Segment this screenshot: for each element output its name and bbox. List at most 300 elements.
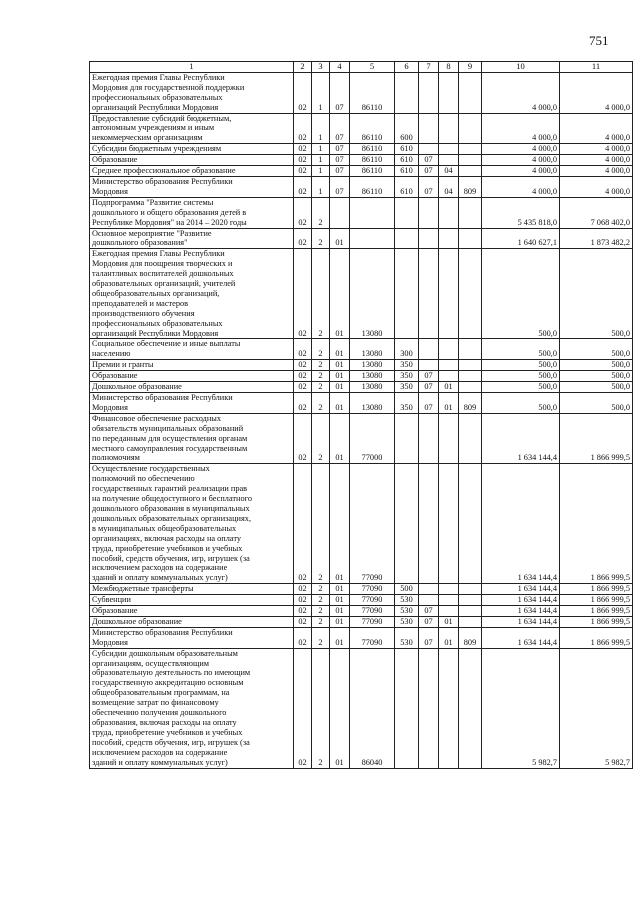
ministry-code-cell bbox=[459, 72, 482, 113]
program-code-cell: 02 bbox=[294, 595, 312, 606]
item-name-line: Образование bbox=[92, 371, 138, 381]
program-code-cell: 02 bbox=[294, 339, 312, 360]
subsection-cell bbox=[439, 584, 459, 595]
item-name-line: на получение общедоступного и бесплатного bbox=[92, 494, 252, 504]
amount-2020-cell: 7 068 402,0 bbox=[560, 197, 633, 228]
subsection-cell bbox=[439, 155, 459, 166]
amount-2020-cell: 500,0 bbox=[560, 371, 633, 382]
table-row bbox=[90, 584, 633, 595]
section-cell bbox=[419, 648, 439, 768]
item-name-line: обязательств муниципальных образований bbox=[92, 423, 244, 433]
ministry-code-cell: 809 bbox=[459, 176, 482, 197]
section-cell: 07 bbox=[419, 371, 439, 382]
direction-code-cell: 86110 bbox=[350, 144, 395, 155]
subsection-cell bbox=[439, 606, 459, 617]
item-name-line: Финансовое обеспечение расходных bbox=[92, 413, 222, 423]
header-cell: 7 bbox=[419, 62, 439, 73]
item-name-cell bbox=[90, 113, 294, 144]
ministry-code-cell bbox=[459, 382, 482, 393]
item-name-line: дошкольных образовательных организациях, bbox=[92, 513, 252, 523]
item-name-line: Министерство образования Республики bbox=[92, 627, 233, 637]
ministry-code-cell: 809 bbox=[459, 627, 482, 648]
activity-code-cell: 01 bbox=[330, 371, 350, 382]
header-cell: 10 bbox=[482, 62, 560, 73]
item-name-cell bbox=[90, 339, 294, 360]
subsection-cell: 01 bbox=[439, 616, 459, 627]
item-name-line: Республике Мордовия" на 2014 – 2020 годы bbox=[92, 217, 247, 227]
expense-type-cell: 530 bbox=[395, 616, 419, 627]
expense-type-cell: 530 bbox=[395, 595, 419, 606]
item-name-line: общеобразовательных организаций, bbox=[92, 288, 220, 298]
item-name-line: Подпрограмма "Развитие системы bbox=[92, 197, 214, 207]
activity-code-cell: 01 bbox=[330, 393, 350, 414]
direction-code-cell: 77090 bbox=[350, 464, 395, 584]
table-row bbox=[90, 393, 633, 414]
amount-2020-cell: 4 000,0 bbox=[560, 155, 633, 166]
item-name-cell bbox=[90, 393, 294, 414]
table-row bbox=[90, 113, 633, 144]
direction-code-cell: 13080 bbox=[350, 360, 395, 371]
item-name-line: некоммерческим организациям bbox=[92, 133, 203, 143]
expense-type-cell: 500 bbox=[395, 584, 419, 595]
section-cell: 07 bbox=[419, 155, 439, 166]
program-code-cell: 02 bbox=[294, 176, 312, 197]
direction-code-cell bbox=[350, 197, 395, 228]
item-name-line: в муниципальных общеобразовательных bbox=[92, 523, 237, 533]
program-code-cell: 02 bbox=[294, 360, 312, 371]
section-cell bbox=[419, 413, 439, 464]
item-name-line: Субсидии дошкольным образовательным bbox=[92, 648, 238, 658]
item-name-cell bbox=[90, 584, 294, 595]
amount-2019-cell: 4 000,0 bbox=[482, 155, 560, 166]
subprogram-code-cell: 2 bbox=[312, 360, 330, 371]
item-name-line: автономным учреждениям и иным bbox=[92, 123, 215, 133]
item-name-cell bbox=[90, 360, 294, 371]
direction-code-cell: 77090 bbox=[350, 595, 395, 606]
subsection-cell bbox=[439, 113, 459, 144]
table-row bbox=[90, 144, 633, 155]
section-cell bbox=[419, 228, 439, 249]
section-cell: 07 bbox=[419, 176, 439, 197]
item-name-line: производственного обучения bbox=[92, 308, 195, 318]
direction-code-cell: 13080 bbox=[350, 393, 395, 414]
ministry-code-cell bbox=[459, 197, 482, 228]
item-name-line: Дошкольное образование bbox=[92, 382, 182, 392]
item-name-cell bbox=[90, 176, 294, 197]
expense-type-cell bbox=[395, 648, 419, 768]
program-code-cell: 02 bbox=[294, 584, 312, 595]
amount-2020-cell: 4 000,0 bbox=[560, 176, 633, 197]
activity-code-cell: 01 bbox=[330, 382, 350, 393]
amount-2019-cell: 500,0 bbox=[482, 360, 560, 371]
amount-2019-cell: 4 000,0 bbox=[482, 166, 560, 177]
amount-2020-cell: 4 000,0 bbox=[560, 72, 633, 113]
item-name-line: населению bbox=[92, 349, 131, 359]
subsection-cell bbox=[439, 648, 459, 768]
expense-type-cell bbox=[395, 413, 419, 464]
ministry-code-cell bbox=[459, 648, 482, 768]
program-code-cell: 02 bbox=[294, 606, 312, 617]
subprogram-code-cell: 2 bbox=[312, 616, 330, 627]
program-code-cell: 02 bbox=[294, 382, 312, 393]
item-name-cell bbox=[90, 371, 294, 382]
subsection-cell bbox=[439, 339, 459, 360]
item-name-line: возмещение затрат по финансовому bbox=[92, 698, 219, 708]
amount-2019-cell: 4 000,0 bbox=[482, 72, 560, 113]
header-cell: 2 bbox=[294, 62, 312, 73]
item-name-line: Осуществление государственных bbox=[92, 464, 210, 474]
table-row bbox=[90, 176, 633, 197]
subprogram-code-cell: 1 bbox=[312, 176, 330, 197]
ministry-code-cell bbox=[459, 144, 482, 155]
header-cell: 1 bbox=[90, 62, 294, 73]
subprogram-code-cell: 2 bbox=[312, 228, 330, 249]
subprogram-code-cell: 2 bbox=[312, 197, 330, 228]
ministry-code-cell: 809 bbox=[459, 393, 482, 414]
item-name-line: организаций Республики Мордовия bbox=[92, 328, 219, 338]
section-cell bbox=[419, 595, 439, 606]
direction-code-cell: 86110 bbox=[350, 113, 395, 144]
item-name-cell bbox=[90, 228, 294, 249]
section-cell bbox=[419, 584, 439, 595]
activity-code-cell: 01 bbox=[330, 228, 350, 249]
item-name-cell bbox=[90, 648, 294, 768]
item-name-cell bbox=[90, 413, 294, 464]
subprogram-code-cell: 1 bbox=[312, 155, 330, 166]
section-cell bbox=[419, 339, 439, 360]
program-code-cell: 02 bbox=[294, 616, 312, 627]
item-name-cell bbox=[90, 72, 294, 113]
subprogram-code-cell: 2 bbox=[312, 464, 330, 584]
header-cell: 11 bbox=[560, 62, 633, 73]
table-row bbox=[90, 339, 633, 360]
item-name-line: Субвенции bbox=[92, 595, 131, 605]
amount-2019-cell: 1 634 144,4 bbox=[482, 413, 560, 464]
header-row bbox=[90, 62, 633, 73]
subprogram-code-cell: 2 bbox=[312, 339, 330, 360]
activity-code-cell: 01 bbox=[330, 648, 350, 768]
amount-2019-cell: 500,0 bbox=[482, 382, 560, 393]
activity-code-cell: 01 bbox=[330, 464, 350, 584]
amount-2020-cell: 500,0 bbox=[560, 360, 633, 371]
direction-code-cell: 86110 bbox=[350, 166, 395, 177]
item-name-cell bbox=[90, 166, 294, 177]
subprogram-code-cell: 2 bbox=[312, 627, 330, 648]
item-name-line: труда, приобретение учебников и учебных bbox=[92, 543, 243, 553]
table-row bbox=[90, 371, 633, 382]
amount-2020-cell: 1 866 999,5 bbox=[560, 595, 633, 606]
header-cell: 5 bbox=[350, 62, 395, 73]
item-name-cell bbox=[90, 382, 294, 393]
activity-code-cell: 07 bbox=[330, 144, 350, 155]
amount-2019-cell: 1 634 144,4 bbox=[482, 595, 560, 606]
ministry-code-cell bbox=[459, 113, 482, 144]
activity-code-cell: 01 bbox=[330, 627, 350, 648]
table-row bbox=[90, 464, 633, 584]
expense-type-cell bbox=[395, 464, 419, 584]
item-name-line: дошкольного образования в муниципальных bbox=[92, 503, 250, 513]
item-name-line: Мордовия для государственной поддержки bbox=[92, 82, 245, 92]
program-code-cell: 02 bbox=[294, 464, 312, 584]
activity-code-cell: 01 bbox=[330, 339, 350, 360]
table-row bbox=[90, 413, 633, 464]
subprogram-code-cell: 1 bbox=[312, 113, 330, 144]
item-name-line: местного самоуправления государственным bbox=[92, 443, 248, 453]
table-row bbox=[90, 249, 633, 339]
amount-2019-cell: 1 634 144,4 bbox=[482, 616, 560, 627]
section-cell bbox=[419, 249, 439, 339]
direction-code-cell: 13080 bbox=[350, 249, 395, 339]
subprogram-code-cell: 2 bbox=[312, 584, 330, 595]
section-cell: 07 bbox=[419, 166, 439, 177]
program-code-cell: 02 bbox=[294, 648, 312, 768]
subsection-cell bbox=[439, 72, 459, 113]
ministry-code-cell bbox=[459, 371, 482, 382]
expense-type-cell bbox=[395, 197, 419, 228]
expense-type-cell bbox=[395, 249, 419, 339]
section-cell bbox=[419, 72, 439, 113]
header-cell: 8 bbox=[439, 62, 459, 73]
item-name-line: образовательных организаций, учителей bbox=[92, 279, 236, 289]
item-name-line: государственную аккредитацию основным bbox=[92, 678, 244, 688]
item-name-line: организаций Республики Мордовия bbox=[92, 102, 219, 112]
amount-2019-cell: 5 982,7 bbox=[482, 648, 560, 768]
activity-code-cell bbox=[330, 197, 350, 228]
amount-2020-cell: 500,0 bbox=[560, 382, 633, 393]
subprogram-code-cell: 2 bbox=[312, 249, 330, 339]
item-name-cell bbox=[90, 616, 294, 627]
section-cell bbox=[419, 360, 439, 371]
expense-type-cell: 350 bbox=[395, 382, 419, 393]
item-name-line: пособий, средств обучения, игр, игрушек (за bbox=[92, 553, 250, 563]
table-row bbox=[90, 606, 633, 617]
section-cell bbox=[419, 144, 439, 155]
subsection-cell bbox=[439, 228, 459, 249]
subsection-cell bbox=[439, 197, 459, 228]
item-name-line: Министерство образования Республики bbox=[92, 176, 233, 186]
item-name-line: пособий, средств обучения, игр, игрушек (за bbox=[92, 737, 250, 747]
amount-2020-cell: 1 866 999,5 bbox=[560, 606, 633, 617]
expense-type-cell: 530 bbox=[395, 606, 419, 617]
amount-2020-cell: 5 982,7 bbox=[560, 648, 633, 768]
subsection-cell bbox=[439, 464, 459, 584]
subsection-cell bbox=[439, 413, 459, 464]
section-cell bbox=[419, 464, 439, 584]
subprogram-code-cell: 2 bbox=[312, 413, 330, 464]
program-code-cell: 02 bbox=[294, 113, 312, 144]
subsection-cell bbox=[439, 371, 459, 382]
amount-2020-cell: 1 866 999,5 bbox=[560, 413, 633, 464]
table-row bbox=[90, 627, 633, 648]
activity-code-cell: 07 bbox=[330, 166, 350, 177]
subprogram-code-cell: 2 bbox=[312, 595, 330, 606]
item-name-line: по переданным для осуществления органам bbox=[92, 433, 248, 443]
amount-2019-cell: 4 000,0 bbox=[482, 113, 560, 144]
expense-type-cell: 350 bbox=[395, 393, 419, 414]
direction-code-cell: 77000 bbox=[350, 413, 395, 464]
activity-code-cell: 07 bbox=[330, 155, 350, 166]
amount-2020-cell: 1 866 999,5 bbox=[560, 464, 633, 584]
direction-code-cell: 13080 bbox=[350, 382, 395, 393]
item-name-line: Мордовия для поощрения творческих и bbox=[92, 259, 233, 269]
item-name-cell bbox=[90, 464, 294, 584]
item-name-line: организациях, включая расходы на оплату bbox=[92, 533, 242, 543]
activity-code-cell: 01 bbox=[330, 413, 350, 464]
section-cell: 07 bbox=[419, 616, 439, 627]
activity-code-cell: 07 bbox=[330, 113, 350, 144]
program-code-cell: 02 bbox=[294, 72, 312, 113]
amount-2020-cell: 1 866 999,5 bbox=[560, 627, 633, 648]
section-cell: 07 bbox=[419, 606, 439, 617]
expense-type-cell: 610 bbox=[395, 144, 419, 155]
subprogram-code-cell: 2 bbox=[312, 382, 330, 393]
item-name-line: талантливых воспитателей дошкольных bbox=[92, 269, 234, 279]
ministry-code-cell bbox=[459, 360, 482, 371]
amount-2019-cell: 500,0 bbox=[482, 371, 560, 382]
item-name-line: Мордовия bbox=[92, 402, 128, 412]
expense-type-cell: 350 bbox=[395, 371, 419, 382]
subsection-cell: 04 bbox=[439, 166, 459, 177]
amount-2020-cell: 4 000,0 bbox=[560, 144, 633, 155]
item-name-line: труда, приобретение учебников и учебных bbox=[92, 727, 243, 737]
ministry-code-cell bbox=[459, 228, 482, 249]
item-name-cell bbox=[90, 249, 294, 339]
item-name-line: зданий и оплату коммунальных услуг) bbox=[92, 757, 228, 767]
expense-type-cell: 300 bbox=[395, 339, 419, 360]
program-code-cell: 02 bbox=[294, 249, 312, 339]
direction-code-cell: 86110 bbox=[350, 72, 395, 113]
ministry-code-cell bbox=[459, 616, 482, 627]
item-name-line: Межбюджетные трансферты bbox=[92, 584, 194, 594]
amount-2019-cell: 1 634 144,4 bbox=[482, 464, 560, 584]
ministry-code-cell bbox=[459, 584, 482, 595]
ministry-code-cell bbox=[459, 249, 482, 339]
activity-code-cell: 07 bbox=[330, 72, 350, 113]
header-cell: 3 bbox=[312, 62, 330, 73]
activity-code-cell: 01 bbox=[330, 595, 350, 606]
item-name-line: профессиональных образовательных bbox=[92, 92, 223, 102]
amount-2020-cell: 1 866 999,5 bbox=[560, 584, 633, 595]
table-row bbox=[90, 648, 633, 768]
amount-2019-cell: 4 000,0 bbox=[482, 144, 560, 155]
item-name-line: Премии и гранты bbox=[92, 360, 154, 370]
item-name-line: Социальное обеспечение и иные выплаты bbox=[92, 339, 241, 349]
activity-code-cell: 01 bbox=[330, 584, 350, 595]
item-name-line: дошкольного образования" bbox=[92, 238, 188, 248]
item-name-line: образования, включая расходы на оплату bbox=[92, 718, 237, 727]
amount-2019-cell: 500,0 bbox=[482, 339, 560, 360]
program-code-cell: 02 bbox=[294, 228, 312, 249]
table-row bbox=[90, 382, 633, 393]
ministry-code-cell bbox=[459, 339, 482, 360]
item-name-line: государственных гарантий реализации прав bbox=[92, 484, 248, 494]
section-cell bbox=[419, 197, 439, 228]
amount-2019-cell: 1 640 627,1 bbox=[482, 228, 560, 249]
item-name-cell bbox=[90, 595, 294, 606]
item-name-cell bbox=[90, 197, 294, 228]
subprogram-code-cell: 2 bbox=[312, 393, 330, 414]
table-row bbox=[90, 155, 633, 166]
table-row bbox=[90, 72, 633, 113]
direction-code-cell: 13080 bbox=[350, 339, 395, 360]
table-row bbox=[90, 166, 633, 177]
item-name-line: Образование bbox=[92, 606, 138, 616]
section-cell: 07 bbox=[419, 382, 439, 393]
expense-type-cell bbox=[395, 72, 419, 113]
direction-code-cell: 86110 bbox=[350, 176, 395, 197]
expense-type-cell bbox=[395, 228, 419, 249]
activity-code-cell: 01 bbox=[330, 616, 350, 627]
amount-2020-cell: 4 000,0 bbox=[560, 166, 633, 177]
section-cell: 07 bbox=[419, 393, 439, 414]
amount-2020-cell: 500,0 bbox=[560, 339, 633, 360]
subprogram-code-cell: 2 bbox=[312, 371, 330, 382]
item-name-cell bbox=[90, 627, 294, 648]
table-row bbox=[90, 360, 633, 371]
direction-code-cell: 86040 bbox=[350, 648, 395, 768]
direction-code-cell: 77090 bbox=[350, 627, 395, 648]
amount-2020-cell: 1 866 999,5 bbox=[560, 616, 633, 627]
program-code-cell: 02 bbox=[294, 413, 312, 464]
amount-2019-cell: 1 634 144,4 bbox=[482, 584, 560, 595]
item-name-line: преподавателей и мастеров bbox=[92, 298, 189, 308]
table-row bbox=[90, 228, 633, 249]
item-name-line: Образование bbox=[92, 155, 138, 165]
section-cell: 07 bbox=[419, 627, 439, 648]
expense-type-cell: 610 bbox=[395, 176, 419, 197]
direction-code-cell bbox=[350, 228, 395, 249]
item-name-line: Среднее профессиональное образование bbox=[92, 166, 236, 176]
table-row bbox=[90, 197, 633, 228]
program-code-cell: 02 bbox=[294, 197, 312, 228]
direction-code-cell: 77090 bbox=[350, 616, 395, 627]
ministry-code-cell bbox=[459, 166, 482, 177]
ministry-code-cell bbox=[459, 606, 482, 617]
subsection-cell: 04 bbox=[439, 176, 459, 197]
item-name-cell bbox=[90, 606, 294, 617]
item-name-line: Субсидии бюджетным учреждениям bbox=[92, 144, 222, 154]
subprogram-code-cell: 2 bbox=[312, 648, 330, 768]
item-name-line: полномочиям bbox=[92, 453, 140, 463]
section-cell bbox=[419, 113, 439, 144]
item-name-line: обеспечению получения дошкольного bbox=[92, 708, 227, 718]
item-name-line: исключением расходов на содержание bbox=[92, 747, 228, 757]
expense-type-cell: 600 bbox=[395, 113, 419, 144]
program-code-cell: 02 bbox=[294, 371, 312, 382]
amount-2019-cell: 1 634 144,4 bbox=[482, 627, 560, 648]
table-row bbox=[90, 616, 633, 627]
program-code-cell: 02 bbox=[294, 627, 312, 648]
subprogram-code-cell: 1 bbox=[312, 144, 330, 155]
ministry-code-cell bbox=[459, 413, 482, 464]
amount-2019-cell: 4 000,0 bbox=[482, 176, 560, 197]
program-code-cell: 02 bbox=[294, 155, 312, 166]
item-name-line: Ежегодная премия Главы Республики bbox=[92, 72, 225, 82]
amount-2019-cell: 1 634 144,4 bbox=[482, 606, 560, 617]
program-code-cell: 02 bbox=[294, 393, 312, 414]
expense-type-cell: 530 bbox=[395, 627, 419, 648]
subsection-cell: 01 bbox=[439, 627, 459, 648]
subsection-cell bbox=[439, 144, 459, 155]
item-name-line: полномочий по обеспечению bbox=[92, 474, 195, 484]
header-cell: 9 bbox=[459, 62, 482, 73]
item-name-line: исключением расходов на содержание bbox=[92, 563, 228, 573]
direction-code-cell: 86110 bbox=[350, 155, 395, 166]
subsection-cell: 01 bbox=[439, 393, 459, 414]
expense-type-cell: 350 bbox=[395, 360, 419, 371]
activity-code-cell: 01 bbox=[330, 606, 350, 617]
direction-code-cell: 77090 bbox=[350, 606, 395, 617]
